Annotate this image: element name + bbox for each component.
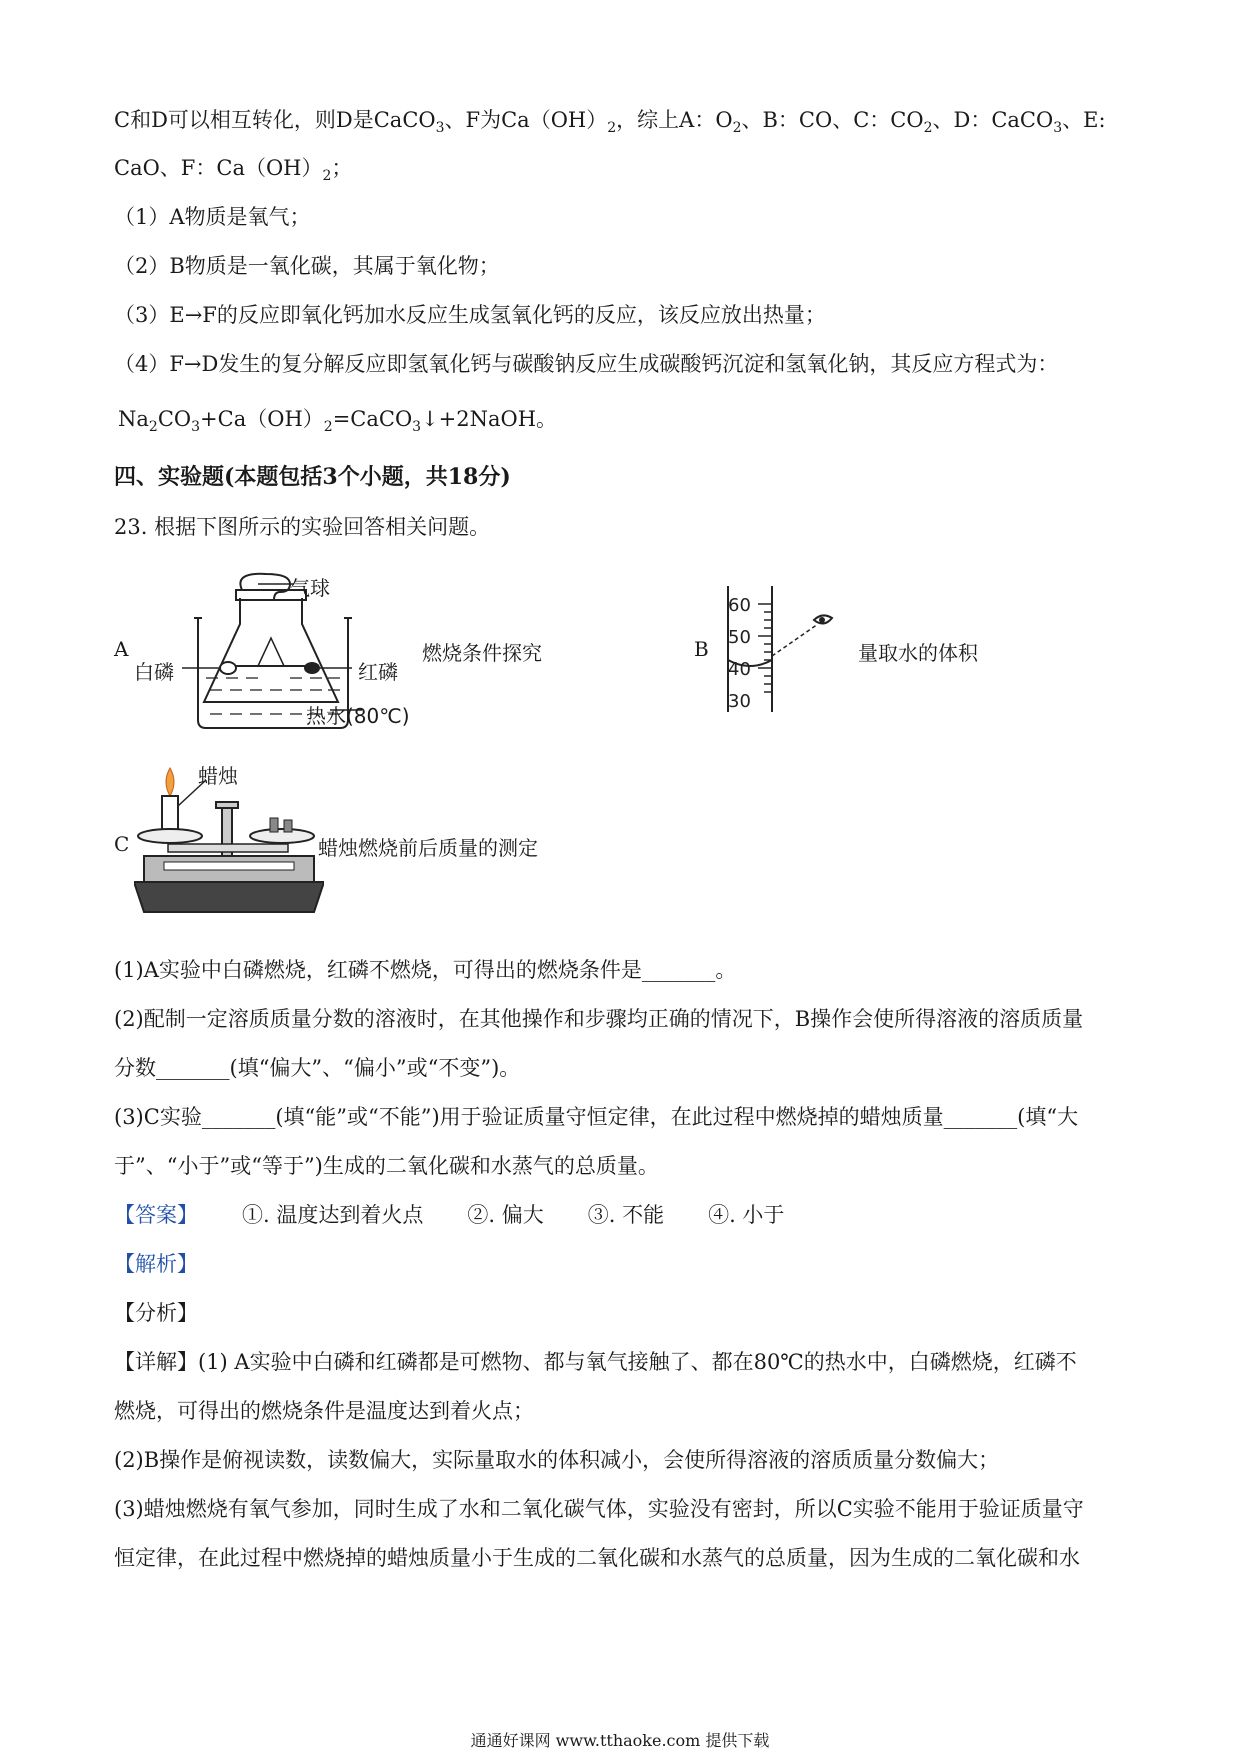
answer-part-1: （1）A物质是氧气；	[114, 205, 311, 229]
text-line-2	[114, 153, 352, 183]
subscript: 2	[607, 120, 617, 137]
figure-a-caption: 燃烧条件探究	[422, 641, 542, 665]
subscript: 3	[191, 419, 201, 436]
text-fragment: ↓+2NaOH。	[421, 407, 558, 431]
question-23: 23. 根据下图所示的实验回答相关问题。	[114, 515, 491, 539]
answer-label: 【答案】	[114, 1203, 198, 1227]
text-line-1	[114, 105, 1106, 135]
text-fragment: 、E:	[1062, 108, 1106, 132]
text-fragment: C和D可以相互转化，则D是CaCO	[114, 108, 436, 132]
detail-line-4: (3)蜡烛燃烧有氧气参加，同时生成了水和二氧化碳气体，实验没有密封，所以C实验不能用于验证质量守	[114, 1497, 1084, 1521]
tick-40: 40	[728, 659, 751, 680]
text-fragment: ，综上A：O	[616, 108, 733, 132]
answer-row	[114, 1200, 784, 1230]
text-fragment: CO	[157, 407, 192, 431]
label-red-phosphorus: 红磷	[358, 660, 398, 684]
fenxi-label: 【分析】	[114, 1301, 198, 1325]
figure-c-caption: 蜡烛燃烧前后质量的测定	[318, 836, 538, 860]
text-fragment: 、B：CO、C：CO	[741, 108, 924, 132]
figure-c-letter: C	[114, 832, 130, 856]
question-part-2-line-2: 分数_______(填“偏大”、“偏小”或“不变”)。	[114, 1056, 521, 1080]
figure-b-caption: 量取水的体积	[858, 641, 978, 665]
answer-part-3: （3）E→F的反应即氧化钙加水反应生成氢氧化钙的反应，该反应放出热量；	[114, 303, 826, 327]
label-balloon: 气球	[290, 576, 330, 600]
answer-item-2: ②. 偏大	[467, 1203, 544, 1227]
figure-b-letter: B	[694, 637, 709, 661]
label-white-phosphorus: 白磷	[134, 660, 174, 684]
answer-item-4: ④. 小于	[708, 1203, 785, 1227]
question-part-3-line-1: (3)C实验_______(填“能”或“不能”)用于验证质量守恒定律，在此过程中燃烧掉的蜡烛质量_______(填“大	[114, 1105, 1079, 1129]
detail-line-2: 燃烧，可得出的燃烧条件是温度达到着火点；	[114, 1399, 534, 1423]
answer-part-4: （4）F→D发生的复分解反应即氢氧化钙与碳酸钠反应生成碳酸钙沉淀和氢氧化钠，其反应方程式为：	[114, 352, 1059, 376]
balance-with-candle-diagram	[134, 766, 324, 926]
subscript: 3	[1053, 120, 1063, 137]
text-fragment: +Ca（OH）	[200, 407, 324, 431]
text-fragment: Na	[118, 407, 149, 431]
subscript: 2	[923, 120, 933, 137]
analysis-label: 【解析】	[114, 1252, 198, 1276]
subscript: 2	[322, 168, 332, 185]
answer-item-1: ①. 温度达到着火点	[242, 1203, 424, 1227]
tick-60: 60	[728, 595, 751, 616]
subscript: 3	[412, 419, 422, 436]
figure-a-letter: A	[114, 637, 129, 661]
label-candle: 蜡烛	[198, 764, 238, 788]
tick-50: 50	[728, 627, 751, 648]
answer-item-3: ③. 不能	[587, 1203, 665, 1227]
text-fragment: CaO、F：Ca（OH）	[114, 156, 323, 180]
detail-line-1: 【详解】(1) A实验中白磷和红磷都是可燃物、都与氧气接触了、都在80℃的热水中，白磷燃烧，红磷不	[114, 1350, 1077, 1374]
detail-line-3: (2)B操作是俯视读数，读数偏大，实际量取水的体积减小，会使所得溶液的溶质质量分数偏大；	[114, 1448, 1000, 1472]
subscript: 2	[732, 120, 742, 137]
question-part-2-line-1: (2)配制一定溶质质量分数的溶液时，在其他操作和步骤均正确的情况下，B操作会使所得溶液的溶质质量	[114, 1007, 1084, 1031]
detail-line-5: 恒定律，在此过程中燃烧掉的蜡烛质量小于生成的二氧化碳和水蒸气的总质量，因为生成的二氧化碳和水	[114, 1546, 1080, 1570]
question-part-3-line-2: 于”、“小于”或“等于”)生成的二氧化碳和水蒸气的总质量。	[114, 1154, 659, 1178]
chemical-equation	[118, 404, 557, 434]
text-fragment: ；	[331, 156, 353, 180]
tick-30: 30	[728, 691, 751, 712]
subscript: 2	[148, 419, 158, 436]
text-fragment: 、F为Ca（OH）	[444, 108, 608, 132]
graduated-cylinder-diagram	[722, 584, 842, 714]
page-footer: 通通好课网 www.tthaoke.com 提供下载	[470, 1731, 770, 1750]
answer-part-2: （2）B物质是一氧化碳，其属于氧化物；	[114, 254, 500, 278]
label-hot-water: 热水(80℃)	[306, 704, 410, 728]
subscript: 2	[323, 419, 333, 436]
question-part-1: (1)A实验中白磷燃烧，红磷不燃烧，可得出的燃烧条件是_______。	[114, 958, 737, 982]
text-fragment: 、D：CaCO	[932, 108, 1054, 132]
subscript: 3	[435, 120, 445, 137]
text-fragment: =CaCO	[332, 407, 413, 431]
section-heading: 四、实验题(本题包括3个小题，共18分)	[114, 464, 511, 490]
